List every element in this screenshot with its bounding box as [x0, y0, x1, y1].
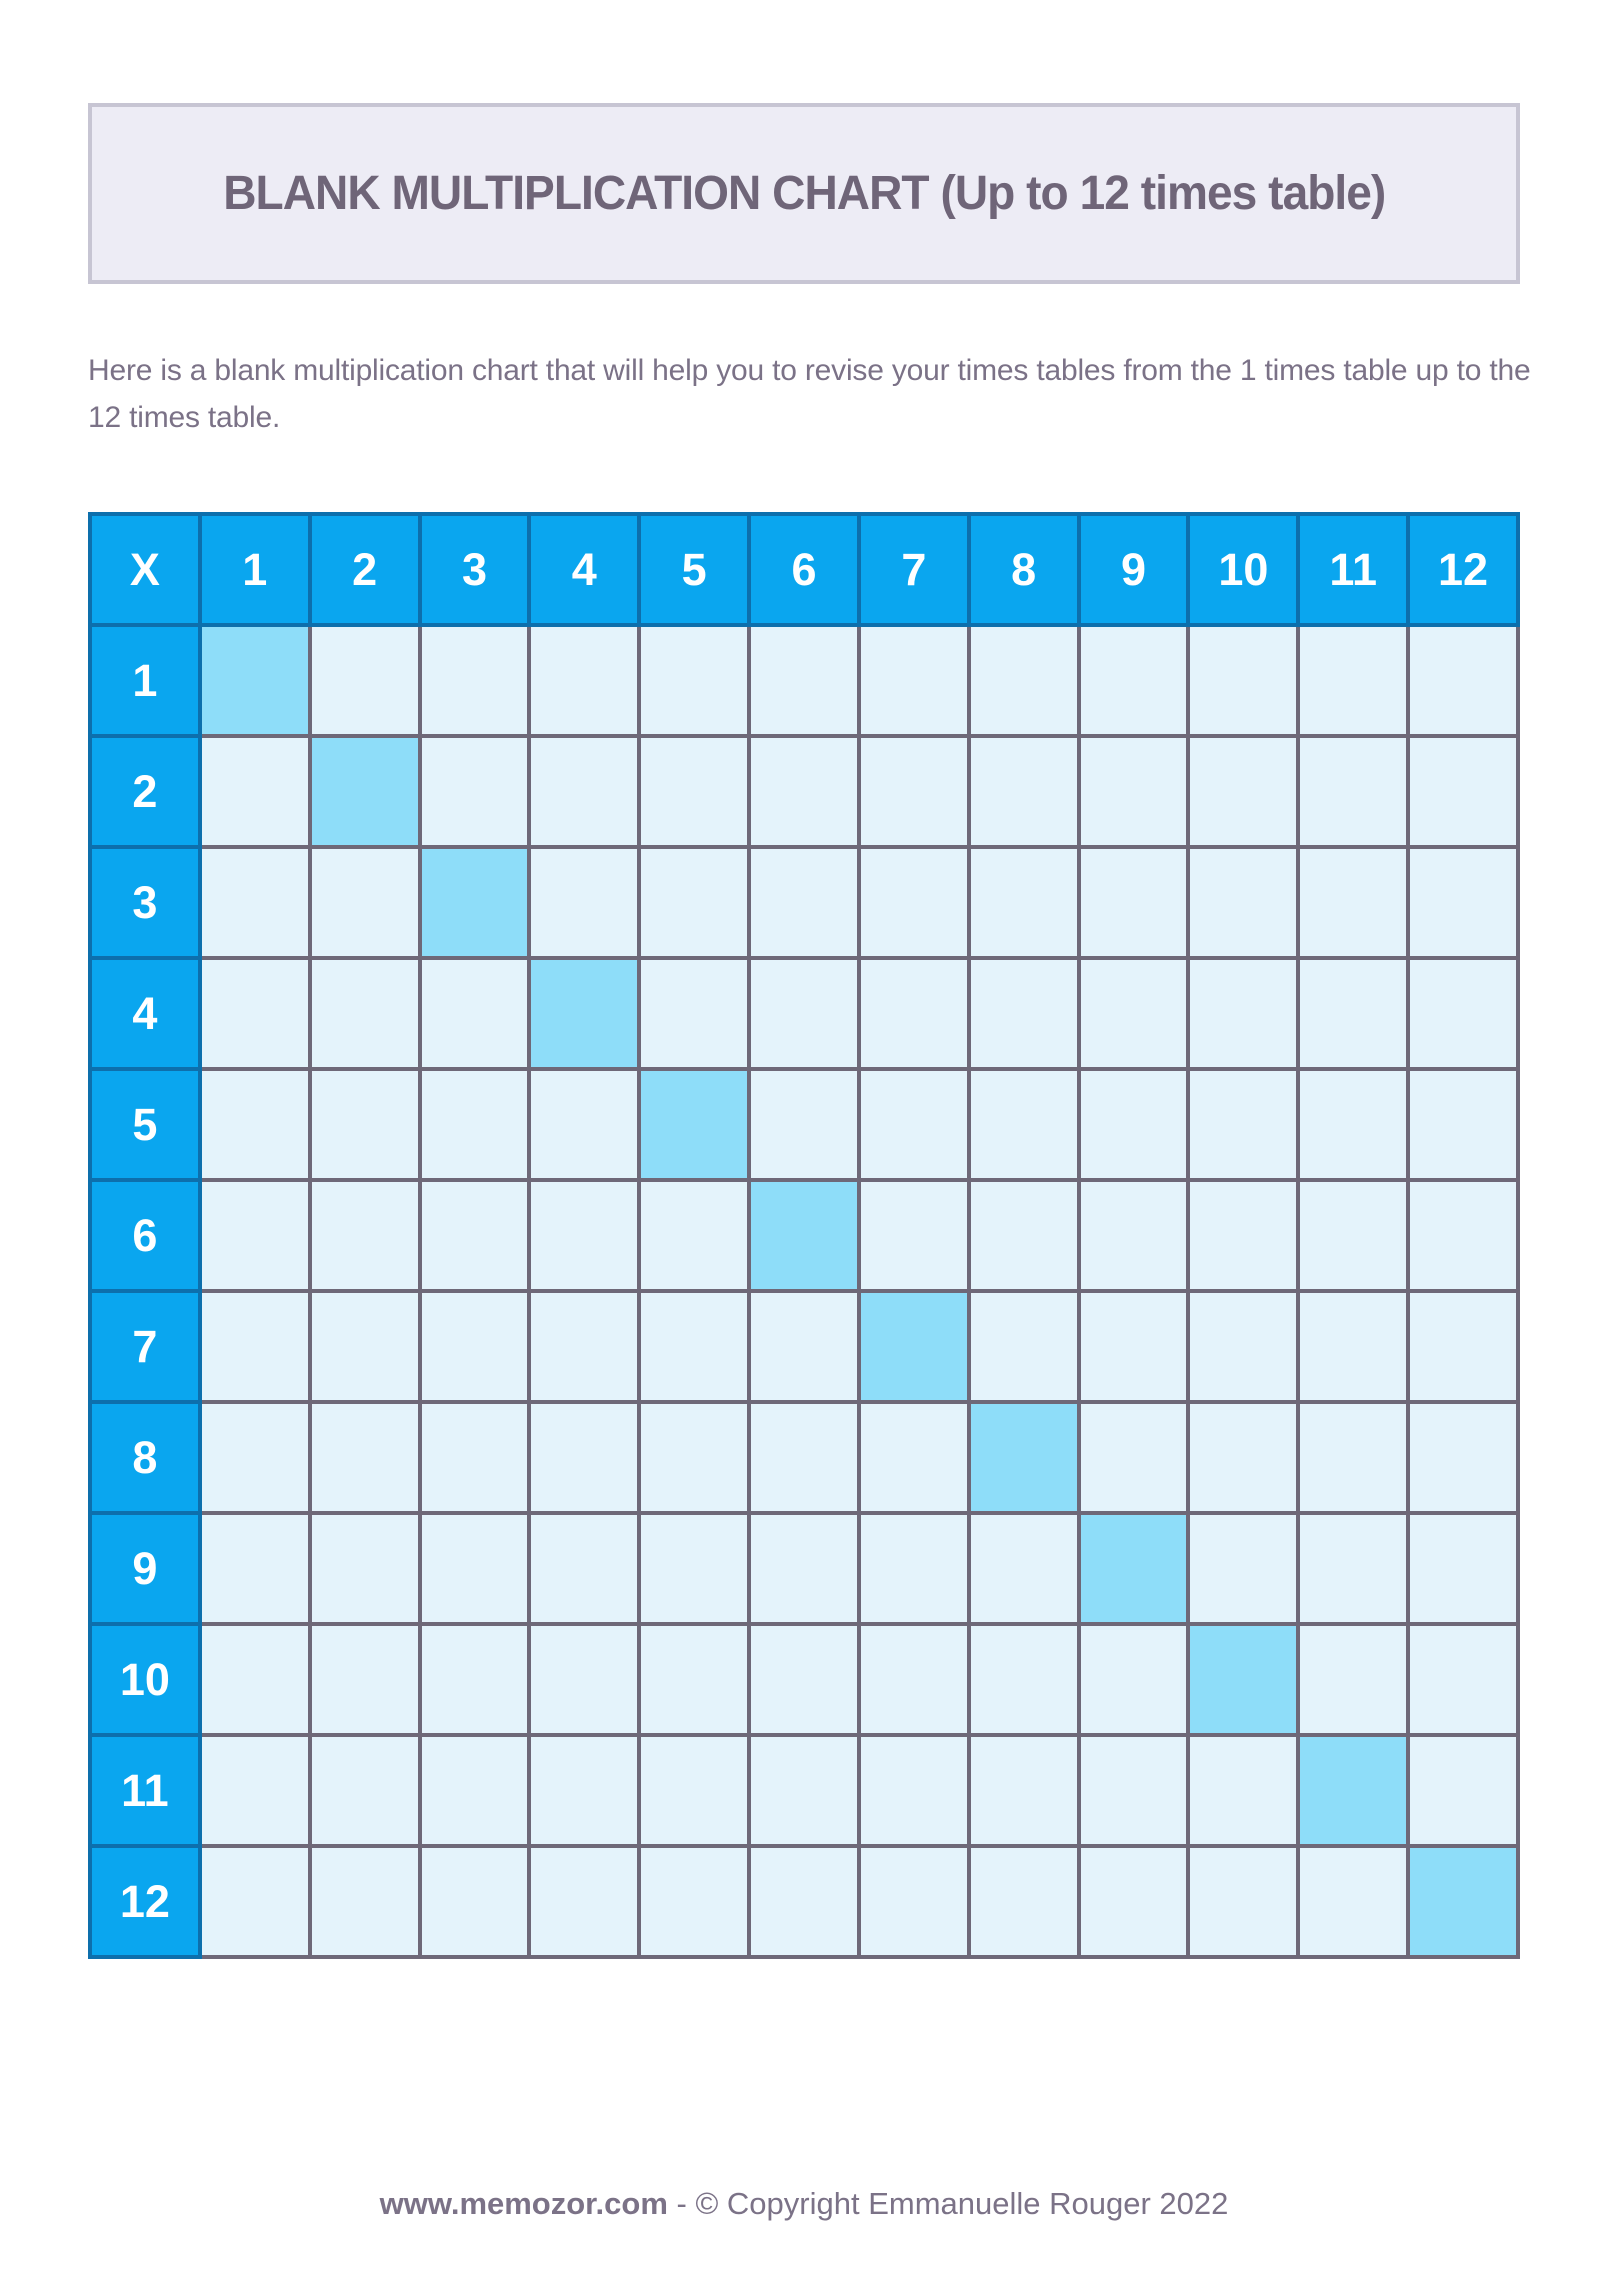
blank-cell-5x9 [1079, 1069, 1189, 1180]
blank-cell-12x9 [1079, 1846, 1189, 1957]
blank-cell-3x2 [310, 847, 420, 958]
row-header-8: 8 [90, 1402, 200, 1513]
blank-cell-10x3 [420, 1624, 530, 1735]
blank-cell-2x2 [310, 736, 420, 847]
page-title: BLANK MULTIPLICATION CHART (Up to 12 times table) [222, 167, 1386, 220]
blank-cell-6x9 [1079, 1180, 1189, 1291]
blank-cell-2x6 [749, 736, 859, 847]
blank-cell-5x6 [749, 1069, 859, 1180]
blank-cell-10x9 [1079, 1624, 1189, 1735]
row-header-2: 2 [90, 736, 200, 847]
blank-cell-11x4 [529, 1735, 639, 1846]
blank-cell-9x9 [1079, 1513, 1189, 1624]
blank-cell-4x11 [1298, 958, 1408, 1069]
blank-cell-12x6 [749, 1846, 859, 1957]
blank-cell-10x8 [969, 1624, 1079, 1735]
blank-cell-8x2 [310, 1402, 420, 1513]
blank-cell-7x2 [310, 1291, 420, 1402]
blank-cell-9x5 [639, 1513, 749, 1624]
blank-cell-2x7 [859, 736, 969, 847]
blank-cell-8x3 [420, 1402, 530, 1513]
multiplication-table [88, 512, 1520, 1959]
blank-cell-6x4 [529, 1180, 639, 1291]
blank-cell-7x1 [200, 1291, 310, 1402]
blank-cell-3x3 [420, 847, 530, 958]
blank-cell-9x3 [420, 1513, 530, 1624]
row-header-12: 12 [90, 1846, 200, 1957]
column-header-6: 6 [749, 514, 859, 625]
blank-cell-12x2 [310, 1846, 420, 1957]
blank-cell-7x7 [859, 1291, 969, 1402]
column-header-4: 4 [529, 514, 639, 625]
blank-cell-2x5 [639, 736, 749, 847]
blank-cell-6x2 [310, 1180, 420, 1291]
blank-cell-6x7 [859, 1180, 969, 1291]
row-header-5: 5 [90, 1069, 200, 1180]
column-header-2: 2 [310, 514, 420, 625]
blank-cell-5x4 [529, 1069, 639, 1180]
blank-cell-4x10 [1188, 958, 1298, 1069]
blank-cell-4x1 [200, 958, 310, 1069]
blank-cell-8x4 [529, 1402, 639, 1513]
blank-cell-7x9 [1079, 1291, 1189, 1402]
blank-cell-8x12 [1408, 1402, 1518, 1513]
blank-cell-7x6 [749, 1291, 859, 1402]
blank-cell-1x12 [1408, 625, 1518, 736]
blank-cell-12x11 [1298, 1846, 1408, 1957]
column-header-11: 11 [1298, 514, 1408, 625]
blank-cell-11x9 [1079, 1735, 1189, 1846]
blank-cell-12x3 [420, 1846, 530, 1957]
column-header-9: 9 [1079, 514, 1189, 625]
blank-cell-6x8 [969, 1180, 1079, 1291]
blank-cell-8x6 [749, 1402, 859, 1513]
blank-cell-9x10 [1188, 1513, 1298, 1624]
footer-separator: - [667, 2186, 696, 2221]
blank-cell-3x1 [200, 847, 310, 958]
blank-cell-4x4 [529, 958, 639, 1069]
blank-cell-6x12 [1408, 1180, 1518, 1291]
blank-cell-12x4 [529, 1846, 639, 1957]
blank-cell-4x3 [420, 958, 530, 1069]
row-header-1: 1 [90, 625, 200, 736]
footer [0, 2186, 1608, 2222]
blank-cell-6x10 [1188, 1180, 1298, 1291]
blank-cell-7x12 [1408, 1291, 1518, 1402]
blank-cell-4x9 [1079, 958, 1189, 1069]
footer-site-name: www.memozor.com [379, 2186, 668, 2221]
blank-cell-5x12 [1408, 1069, 1518, 1180]
blank-cell-9x1 [200, 1513, 310, 1624]
blank-cell-5x3 [420, 1069, 530, 1180]
blank-cell-4x12 [1408, 958, 1518, 1069]
blank-cell-8x5 [639, 1402, 749, 1513]
blank-cell-1x7 [859, 625, 969, 736]
blank-cell-10x10 [1188, 1624, 1298, 1735]
blank-cell-9x6 [749, 1513, 859, 1624]
blank-cell-7x3 [420, 1291, 530, 1402]
blank-cell-11x10 [1188, 1735, 1298, 1846]
blank-cell-1x3 [420, 625, 530, 736]
row-header-6: 6 [90, 1180, 200, 1291]
blank-cell-1x6 [749, 625, 859, 736]
blank-cell-3x9 [1079, 847, 1189, 958]
blank-cell-10x2 [310, 1624, 420, 1735]
blank-cell-4x8 [969, 958, 1079, 1069]
blank-cell-10x12 [1408, 1624, 1518, 1735]
blank-cell-6x5 [639, 1180, 749, 1291]
blank-cell-7x10 [1188, 1291, 1298, 1402]
blank-cell-3x6 [749, 847, 859, 958]
row-header-4: 4 [90, 958, 200, 1069]
blank-cell-4x5 [639, 958, 749, 1069]
column-header-7: 7 [859, 514, 969, 625]
blank-cell-10x6 [749, 1624, 859, 1735]
blank-cell-12x7 [859, 1846, 969, 1957]
blank-cell-11x12 [1408, 1735, 1518, 1846]
blank-cell-4x7 [859, 958, 969, 1069]
blank-cell-1x1 [200, 625, 310, 736]
intro-paragraph: Here is a blank multiplication chart that will help you to revise your times tables from the 1 times table up to the 12 times table. [88, 354, 1531, 434]
blank-cell-2x3 [420, 736, 530, 847]
blank-cell-11x5 [639, 1735, 749, 1846]
column-header-10: 10 [1188, 514, 1298, 625]
blank-cell-4x6 [749, 958, 859, 1069]
blank-cell-10x11 [1298, 1624, 1408, 1735]
row-header-10: 10 [90, 1624, 200, 1735]
blank-cell-10x4 [529, 1624, 639, 1735]
corner-header-x: X [90, 514, 200, 625]
blank-cell-3x10 [1188, 847, 1298, 958]
blank-cell-12x10 [1188, 1846, 1298, 1957]
blank-cell-6x3 [420, 1180, 530, 1291]
footer-copyright: © Copyright Emmanuelle Rouger 2022 [695, 2186, 1229, 2221]
blank-cell-1x4 [529, 625, 639, 736]
blank-cell-6x6 [749, 1180, 859, 1291]
blank-cell-10x5 [639, 1624, 749, 1735]
blank-cell-2x9 [1079, 736, 1189, 847]
blank-cell-1x5 [639, 625, 749, 736]
blank-cell-12x12 [1408, 1846, 1518, 1957]
blank-cell-12x5 [639, 1846, 749, 1957]
row-header-11: 11 [90, 1735, 200, 1846]
blank-cell-9x12 [1408, 1513, 1518, 1624]
blank-cell-12x1 [200, 1846, 310, 1957]
blank-cell-2x11 [1298, 736, 1408, 847]
blank-cell-7x5 [639, 1291, 749, 1402]
blank-cell-2x10 [1188, 736, 1298, 847]
blank-cell-5x8 [969, 1069, 1079, 1180]
blank-cell-8x10 [1188, 1402, 1298, 1513]
blank-cell-2x12 [1408, 736, 1518, 847]
blank-cell-2x1 [200, 736, 310, 847]
blank-cell-7x4 [529, 1291, 639, 1402]
blank-cell-8x8 [969, 1402, 1079, 1513]
blank-cell-2x4 [529, 736, 639, 847]
blank-cell-11x8 [969, 1735, 1079, 1846]
blank-cell-9x11 [1298, 1513, 1408, 1624]
blank-cell-3x12 [1408, 847, 1518, 958]
blank-cell-7x8 [969, 1291, 1079, 1402]
blank-cell-5x2 [310, 1069, 420, 1180]
blank-cell-6x11 [1298, 1180, 1408, 1291]
blank-cell-9x7 [859, 1513, 969, 1624]
blank-cell-5x5 [639, 1069, 749, 1180]
blank-cell-3x11 [1298, 847, 1408, 958]
blank-cell-4x2 [310, 958, 420, 1069]
row-header-9: 9 [90, 1513, 200, 1624]
blank-cell-1x9 [1079, 625, 1189, 736]
blank-cell-10x1 [200, 1624, 310, 1735]
blank-cell-11x6 [749, 1735, 859, 1846]
blank-cell-11x2 [310, 1735, 420, 1846]
blank-cell-11x1 [200, 1735, 310, 1846]
blank-cell-1x10 [1188, 625, 1298, 736]
blank-cell-3x8 [969, 847, 1079, 958]
column-header-8: 8 [969, 514, 1079, 625]
blank-cell-3x5 [639, 847, 749, 958]
row-header-3: 3 [90, 847, 200, 958]
blank-cell-8x9 [1079, 1402, 1189, 1513]
blank-cell-9x2 [310, 1513, 420, 1624]
blank-cell-12x8 [969, 1846, 1079, 1957]
blank-cell-1x2 [310, 625, 420, 736]
blank-cell-1x11 [1298, 625, 1408, 736]
blank-cell-8x11 [1298, 1402, 1408, 1513]
blank-cell-7x11 [1298, 1291, 1408, 1402]
blank-cell-8x1 [200, 1402, 310, 1513]
column-header-3: 3 [420, 514, 530, 625]
blank-cell-5x1 [200, 1069, 310, 1180]
blank-cell-3x4 [529, 847, 639, 958]
column-header-1: 1 [200, 514, 310, 625]
blank-cell-2x8 [969, 736, 1079, 847]
blank-cell-9x8 [969, 1513, 1079, 1624]
blank-cell-1x8 [969, 625, 1079, 736]
blank-cell-5x7 [859, 1069, 969, 1180]
blank-cell-5x11 [1298, 1069, 1408, 1180]
column-header-12: 12 [1408, 514, 1518, 625]
blank-cell-8x7 [859, 1402, 969, 1513]
row-header-7: 7 [90, 1291, 200, 1402]
title-banner [88, 103, 1520, 284]
blank-cell-11x11 [1298, 1735, 1408, 1846]
blank-cell-9x4 [529, 1513, 639, 1624]
column-header-5: 5 [639, 514, 749, 625]
blank-cell-3x7 [859, 847, 969, 958]
blank-cell-6x1 [200, 1180, 310, 1291]
blank-cell-11x7 [859, 1735, 969, 1846]
blank-cell-5x10 [1188, 1069, 1298, 1180]
blank-cell-11x3 [420, 1735, 530, 1846]
blank-cell-10x7 [859, 1624, 969, 1735]
